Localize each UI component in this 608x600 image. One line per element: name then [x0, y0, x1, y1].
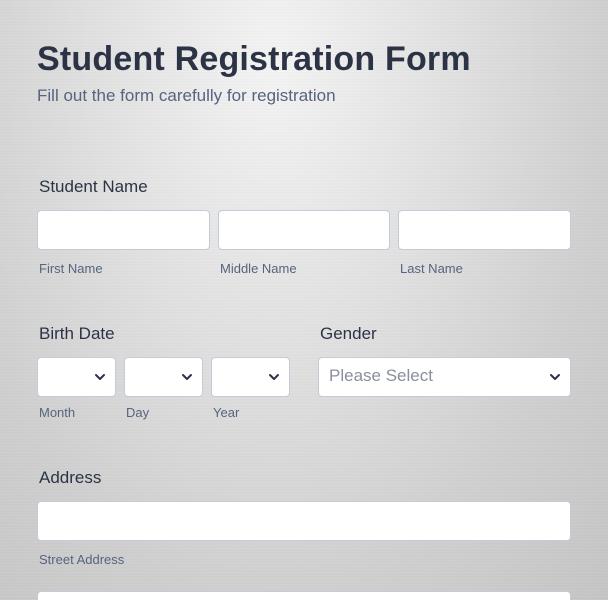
year-select[interactable]: [211, 357, 290, 397]
form-subtitle: Fill out the form carefully for registration: [37, 86, 336, 105]
gender-label: Gender: [320, 324, 377, 343]
gender-placeholder: Please Select: [329, 366, 433, 385]
day-sublabel: Day: [126, 405, 150, 420]
first-name-input[interactable]: [37, 210, 210, 250]
street-address-line2-input[interactable]: [37, 591, 571, 600]
chevron-down-icon: [94, 371, 106, 383]
month-select[interactable]: [37, 357, 116, 397]
chevron-down-icon: [268, 371, 280, 383]
form-title: Student Registration Form: [37, 40, 471, 78]
street-address-input[interactable]: [37, 501, 571, 541]
chevron-down-icon: [181, 371, 193, 383]
day-select[interactable]: [124, 357, 203, 397]
month-sublabel: Month: [39, 405, 76, 420]
student-name-label: Student Name: [39, 177, 148, 196]
gender-select[interactable]: [318, 357, 571, 397]
last-name-input[interactable]: [398, 210, 571, 250]
middle-name-sublabel: Middle Name: [220, 261, 297, 276]
year-sublabel: Year: [213, 405, 240, 420]
last-name-sublabel: Last Name: [400, 261, 463, 276]
middle-name-input[interactable]: [218, 210, 390, 250]
chevron-down-icon: [549, 371, 561, 383]
address-label: Address: [39, 468, 102, 487]
birth-date-label: Birth Date: [39, 324, 115, 343]
first-name-sublabel: First Name: [39, 261, 103, 276]
street-address-sublabel: Street Address: [39, 552, 125, 567]
